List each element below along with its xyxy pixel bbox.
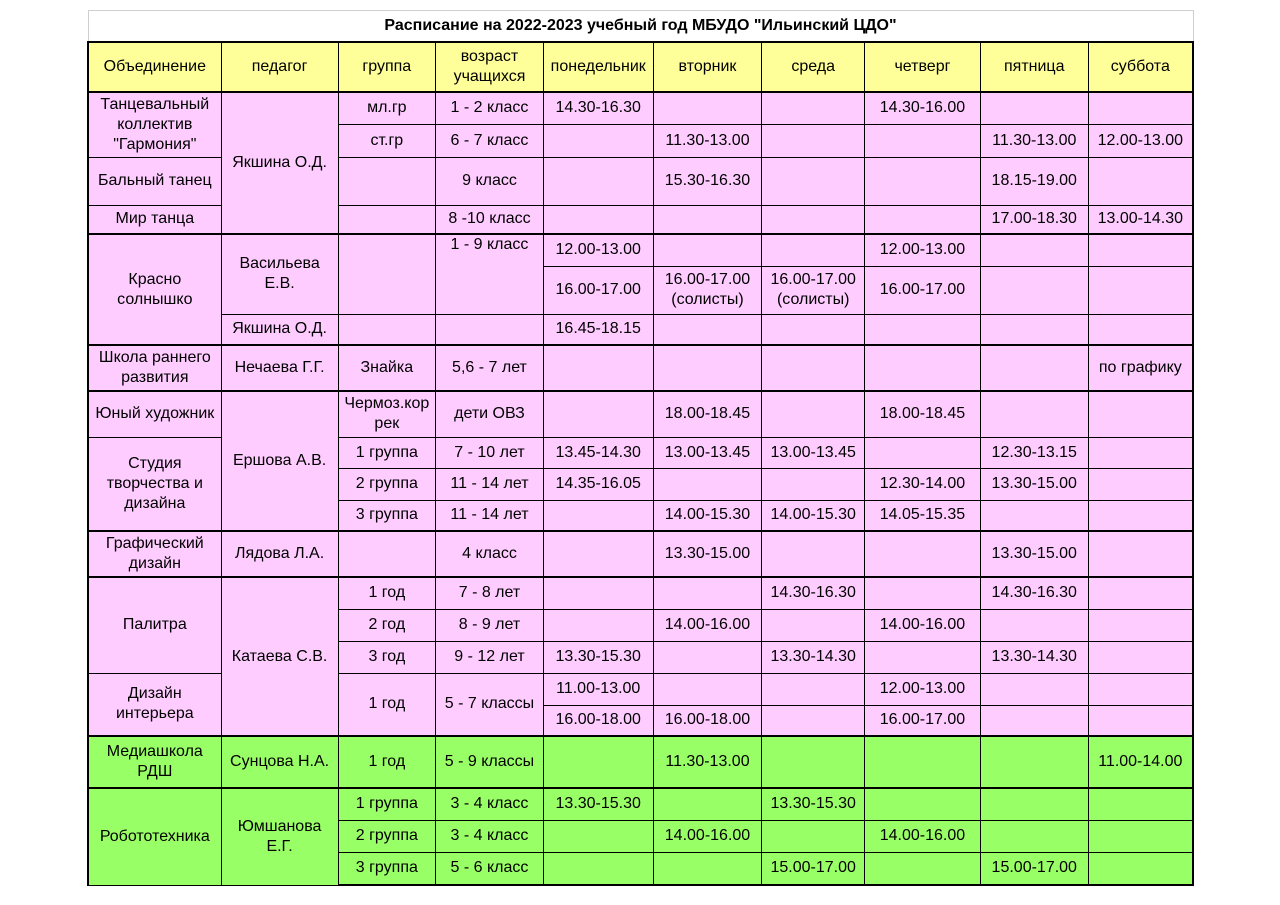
cell-sat: 12.00-13.00 (1088, 124, 1193, 157)
cell-group (338, 314, 436, 345)
cell-mon (543, 157, 653, 205)
cell-sat (1088, 234, 1193, 266)
cell-thu: 16.00-17.00 (865, 705, 981, 736)
cell-fri: 15.00-17.00 (980, 852, 1088, 885)
header-age-line1: возраст (460, 48, 519, 65)
teacher-suntsova: Сунцова Н.А. (221, 736, 338, 788)
cell-wed: 15.00-17.00 (762, 852, 865, 885)
cell-tue (653, 468, 762, 500)
cell-wed: 16.00-17.00 (солисты) (762, 266, 865, 314)
cell-sat (1088, 609, 1193, 641)
cell-group (338, 234, 436, 314)
assoc-hudozhnik: Юный художник (88, 391, 221, 437)
cell-wed (762, 468, 865, 500)
cell-thu: 14.00-16.00 (865, 609, 981, 641)
cell-wed (762, 391, 865, 437)
cell-sat (1088, 157, 1193, 205)
cell-tue (653, 788, 762, 820)
cell-group: 1 год (338, 577, 436, 609)
cell-sat (1088, 673, 1193, 705)
cell-sat (1088, 437, 1193, 468)
cell-wed (762, 609, 865, 641)
header-association: Объединение (88, 42, 221, 92)
cell-mon (543, 205, 653, 234)
cell-age: 4 класс (436, 531, 544, 577)
assoc-grafdiz: Графический дизайн (88, 531, 221, 577)
cell-thu (865, 531, 981, 577)
cell-age: дети ОВЗ (436, 391, 544, 437)
cell-fri (980, 673, 1088, 705)
cell-mon: 16.45-18.15 (543, 314, 653, 345)
cell-tue: 16.00-17.00 (солисты) (653, 266, 762, 314)
cell-wed: 13.30-14.30 (762, 641, 865, 673)
cell-tue: 18.00-18.45 (653, 391, 762, 437)
cell-sat (1088, 531, 1193, 577)
teacher-kataeva: Катаева С.В. (221, 577, 338, 736)
cell-thu: 14.05-15.35 (865, 500, 981, 531)
header-tuesday: вторник (653, 42, 762, 92)
teacher-yakshina: Якшина О.Д. (221, 92, 338, 234)
cell-wed (762, 92, 865, 124)
cell-group: 2 группа (338, 820, 436, 852)
assoc-mir-tanca: Мир танца (88, 205, 221, 234)
cell-tue (653, 673, 762, 705)
cell-thu (865, 788, 981, 820)
cell-fri (980, 345, 1088, 391)
header-saturday: суббота (1088, 42, 1193, 92)
cell-thu (865, 124, 981, 157)
assoc-garmonia: Танцевальный коллектив "Гармония" (88, 92, 221, 157)
cell-wed: 14.30-16.30 (762, 577, 865, 609)
cell-thu: 12.30-14.00 (865, 468, 981, 500)
cell-fri (980, 266, 1088, 314)
cell-group (338, 157, 436, 205)
teacher-yakshina-2: Якшина О.Д. (221, 314, 338, 345)
cell-sat (1088, 468, 1193, 500)
cell-group: 3 группа (338, 852, 436, 885)
cell-mon: 11.00-13.00 (543, 673, 653, 705)
cell-mon: 14.35-16.05 (543, 468, 653, 500)
cell-sat: по графику (1088, 345, 1193, 391)
cell-fri (980, 391, 1088, 437)
cell-thu (865, 577, 981, 609)
cell-mon (543, 391, 653, 437)
cell-tue: 14.00-16.00 (653, 609, 762, 641)
cell-fri (980, 820, 1088, 852)
cell-wed (762, 314, 865, 345)
cell-wed (762, 736, 865, 788)
cell-sat (1088, 820, 1193, 852)
cell-tue: 15.30-16.30 (653, 157, 762, 205)
cell-fri (980, 705, 1088, 736)
assoc-palitra: Палитра (88, 577, 221, 673)
cell-sat (1088, 577, 1193, 609)
header-monday: понедельник (543, 42, 653, 92)
cell-fri: 11.30-13.00 (980, 124, 1088, 157)
cell-sat: 11.00-14.00 (1088, 736, 1193, 788)
cell-tue (653, 314, 762, 345)
cell-thu: 18.00-18.45 (865, 391, 981, 437)
cell-thu (865, 345, 981, 391)
cell-age: 5 - 7 классы (436, 673, 544, 736)
cell-mon (543, 609, 653, 641)
cell-mon (543, 820, 653, 852)
cell-tue (653, 92, 762, 124)
header-age-line2: учащихся (453, 68, 526, 85)
cell-tue (653, 577, 762, 609)
cell-mon (543, 500, 653, 531)
cell-tue: 14.00-15.30 (653, 500, 762, 531)
cell-group (338, 531, 436, 577)
page-title: Расписание на 2022-2023 учебный год МБУДО "Ильинский ЦДО" (88, 11, 1193, 43)
assoc-krasno-solnyshko: Красно солнышко (88, 234, 221, 345)
cell-thu: 12.00-13.00 (865, 673, 981, 705)
schedule-table (87, 10, 1194, 886)
cell-mon: 12.00-13.00 (543, 234, 653, 266)
cell-group (338, 205, 436, 234)
cell-group: 2 группа (338, 468, 436, 500)
assoc-robot: Робототехника (88, 788, 221, 885)
cell-wed (762, 345, 865, 391)
cell-mon: 13.45-14.30 (543, 437, 653, 468)
cell-mon: 16.00-18.00 (543, 705, 653, 736)
cell-wed: 14.00-15.30 (762, 500, 865, 531)
cell-tue (653, 641, 762, 673)
cell-sat (1088, 641, 1193, 673)
cell-group: 2 год (338, 609, 436, 641)
cell-tue (653, 234, 762, 266)
cell-sat (1088, 788, 1193, 820)
cell-mon (543, 736, 653, 788)
cell-tue: 13.30-15.00 (653, 531, 762, 577)
cell-fri: 14.30-16.30 (980, 577, 1088, 609)
cell-sat (1088, 852, 1193, 885)
cell-wed (762, 705, 865, 736)
cell-wed (762, 234, 865, 266)
cell-fri (980, 500, 1088, 531)
cell-age: 8 -10 класс (436, 205, 544, 234)
cell-fri: 17.00-18.30 (980, 205, 1088, 234)
cell-age: 9 - 12 лет (436, 641, 544, 673)
header-group: группа (338, 42, 436, 92)
assoc-ballroom: Бальный танец (88, 157, 221, 205)
cell-thu (865, 314, 981, 345)
cell-age: 6 - 7 класс (436, 124, 544, 157)
cell-wed (762, 820, 865, 852)
cell-wed (762, 205, 865, 234)
cell-sat: 13.00-14.30 (1088, 205, 1193, 234)
cell-thu: 14.30-16.00 (865, 92, 981, 124)
cell-tue (653, 852, 762, 885)
cell-tue: 11.30-13.00 (653, 124, 762, 157)
cell-mon (543, 577, 653, 609)
cell-fri (980, 736, 1088, 788)
teacher-lyadova: Лядова Л.А. (221, 531, 338, 577)
cell-fri: 13.30-15.00 (980, 468, 1088, 500)
cell-tue: 13.00-13.45 (653, 437, 762, 468)
cell-age: 3 - 4 класс (436, 788, 544, 820)
cell-fri (980, 92, 1088, 124)
header-wednesday: среда (762, 42, 865, 92)
cell-age: 3 - 4 класс (436, 820, 544, 852)
cell-age: 1 - 9 класс (436, 234, 544, 314)
cell-sat (1088, 314, 1193, 345)
cell-tue: 16.00-18.00 (653, 705, 762, 736)
cell-mon (543, 124, 653, 157)
cell-fri (980, 314, 1088, 345)
assoc-shkola: Школа раннего развития (88, 345, 221, 391)
cell-group: Чермоз.коррек (338, 391, 436, 437)
header-teacher: педагог (221, 42, 338, 92)
cell-wed (762, 531, 865, 577)
cell-group: 1 группа (338, 788, 436, 820)
cell-thu (865, 205, 981, 234)
teacher-ershova: Ершова А.В. (221, 391, 338, 531)
cell-sat (1088, 391, 1193, 437)
cell-group: 1 группа (338, 437, 436, 468)
cell-fri: 12.30-13.15 (980, 437, 1088, 468)
assoc-studia: Студия творчества и дизайна (88, 437, 221, 531)
cell-mon: 14.30-16.30 (543, 92, 653, 124)
cell-age: 5 - 9 классы (436, 736, 544, 788)
cell-group: Знайка (338, 345, 436, 391)
cell-group: ст.гр (338, 124, 436, 157)
cell-fri (980, 788, 1088, 820)
cell-age: 11 - 14 лет (436, 468, 544, 500)
cell-fri: 18.15-19.00 (980, 157, 1088, 205)
cell-age: 7 - 10 лет (436, 437, 544, 468)
cell-age: 7 - 8 лет (436, 577, 544, 609)
cell-group: мл.гр (338, 92, 436, 124)
cell-thu (865, 641, 981, 673)
cell-sat (1088, 705, 1193, 736)
header-thursday: четверг (865, 42, 981, 92)
cell-group: 3 год (338, 641, 436, 673)
assoc-interior: Дизайн интерьера (88, 673, 221, 736)
cell-mon: 13.30-15.30 (543, 641, 653, 673)
cell-sat (1088, 500, 1193, 531)
cell-mon (543, 852, 653, 885)
cell-fri (980, 234, 1088, 266)
cell-wed (762, 124, 865, 157)
cell-tue: 14.00-16.00 (653, 820, 762, 852)
cell-age: 11 - 14 лет (436, 500, 544, 531)
assoc-media: Медиашкола РДШ (88, 736, 221, 788)
cell-thu (865, 157, 981, 205)
cell-group: 1 год (338, 736, 436, 788)
cell-sat (1088, 92, 1193, 124)
cell-group: 1 год (338, 673, 436, 736)
header-friday: пятница (980, 42, 1088, 92)
cell-wed: 13.30-15.30 (762, 788, 865, 820)
cell-tue (653, 345, 762, 391)
cell-tue: 11.30-13.00 (653, 736, 762, 788)
cell-mon (543, 531, 653, 577)
cell-wed (762, 157, 865, 205)
cell-tue (653, 205, 762, 234)
teacher-nechaeva: Нечаева Г.Г. (221, 345, 338, 391)
cell-mon: 13.30-15.30 (543, 788, 653, 820)
schedule-sheet (87, 10, 1194, 886)
cell-sat (1088, 266, 1193, 314)
cell-age: 5,6 - 7 лет (436, 345, 544, 391)
cell-thu: 14.00-16.00 (865, 820, 981, 852)
cell-thu: 16.00-17.00 (865, 266, 981, 314)
teacher-vasilieva: Васильева Е.В. (221, 234, 338, 314)
cell-age: 9 класс (436, 157, 544, 205)
cell-age: 1 - 2 класс (436, 92, 544, 124)
cell-mon (543, 345, 653, 391)
cell-age (436, 314, 544, 345)
teacher-yumshanova: Юмшанова Е.Г. (221, 788, 338, 885)
cell-fri (980, 609, 1088, 641)
cell-mon: 16.00-17.00 (543, 266, 653, 314)
cell-wed (762, 673, 865, 705)
header-age (436, 42, 544, 92)
cell-thu (865, 437, 981, 468)
cell-fri: 13.30-15.00 (980, 531, 1088, 577)
cell-age: 5 - 6 класс (436, 852, 544, 885)
cell-fri: 13.30-14.30 (980, 641, 1088, 673)
cell-thu: 12.00-13.00 (865, 234, 981, 266)
cell-thu (865, 736, 981, 788)
cell-group: 3 группа (338, 500, 436, 531)
cell-age: 8 - 9 лет (436, 609, 544, 641)
cell-wed: 13.00-13.45 (762, 437, 865, 468)
cell-thu (865, 852, 981, 885)
